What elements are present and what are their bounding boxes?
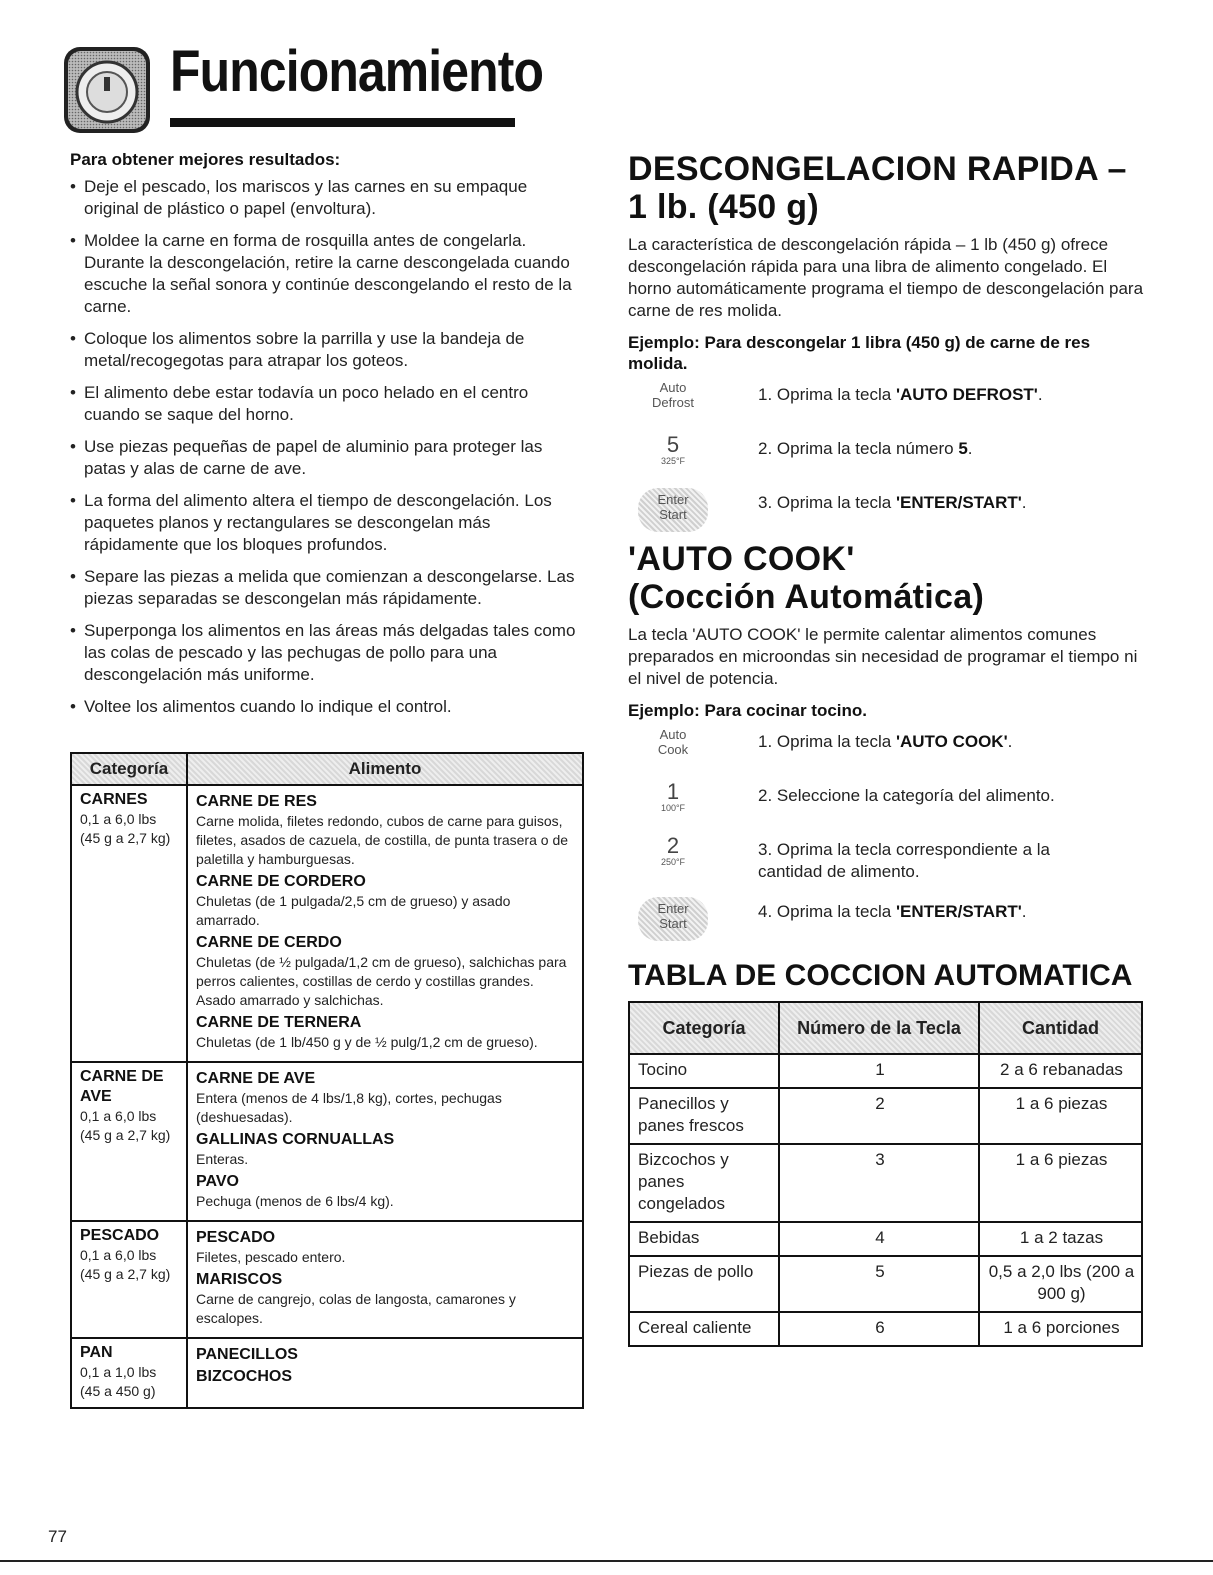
food-desc: Pechuga (menos de 6 lbs/4 kg). [196,1193,394,1209]
quick-defrost-example: Ejemplo: Para descongelar 1 libra (450 g) de carne de res molida. [628,333,1091,373]
food-name: PESCADO [196,1229,276,1246]
column-header: Alimento [187,753,583,785]
category-range: 0,1 a 6,0 lbs [80,811,157,827]
list-item: • Superponga los alimentos en las áreas más delgadas tales como las colas de pescado y las pechugas de pollo para una descongelación más uniforme. [70,620,585,686]
bottom-rule [0,1560,1213,1562]
title-underline [170,118,515,127]
table-cell: 1 a 2 tazas [979,1222,1142,1256]
step-item [628,488,1148,536]
key-label: Auto [659,727,687,742]
table-cell: 1 a 6 porciones [979,1312,1142,1346]
food-name: CARNE DE TERNERA [196,1014,362,1031]
enter-start-key-icon [638,488,708,532]
key-label: Enter [657,492,689,507]
food-name: MARISCOS [196,1271,283,1288]
table-header-row [629,1002,1142,1054]
table-cell: 3 [779,1144,979,1222]
category-name: PAN [80,1344,113,1361]
auto-cook-subtitle: (Cocción Automática) [628,578,985,616]
food-cell [187,1221,583,1338]
table-row [629,1088,1142,1144]
list-item: • Coloque los alimentos sobre la parrilla y use la bandeja de metal/recogegotas para atrapar los goteos. [70,328,585,372]
column-header: Cantidad [979,1002,1142,1054]
step-key-name: 'AUTO COOK' [895,732,1008,751]
table-row [629,1312,1142,1346]
list-item: • El alimento debe estar todavía un poco helado en el centro cuando se saque del horno. [70,382,585,426]
food-desc: Carne molida, filetes redondo, cubos de carne para guisos, filetes, asados de cazuela, de costilla, de punta trasera o de paletilla y hamburguesas. [196,813,569,867]
food-cell [187,1338,583,1408]
quick-defrost-title: DESCONGELACION RAPIDA – [628,150,1127,188]
table-cell: Panecillos y panes frescos [629,1088,779,1144]
step-text-part: 3. Oprima la tecla [758,493,896,512]
step-key-name: 'ENTER/START' [895,902,1022,921]
food-desc: Enteras. [196,1151,249,1167]
table-cell: Bebidas [629,1222,779,1256]
key-label: Start [659,916,687,931]
table-cell: Cereal caliente [629,1312,779,1346]
key-label: 250°F [660,857,686,867]
food-cell [187,1062,583,1221]
table-cell: Bizcochos y panes congelados [629,1144,779,1222]
step-text-part: . [1021,493,1027,512]
food-desc: Chuletas (de 1 lb/450 g y de ½ pulg/1,2 cm de grueso). [196,1034,538,1050]
step-item [628,835,1148,891]
category-cell [71,1062,187,1221]
table-cell: 0,5 a 2,0 lbs (200 a 900 g) [979,1256,1142,1312]
tips-heading: Para obtener mejores resultados: [70,150,341,169]
category-range: 0,1 a 6,0 lbs [80,1108,157,1124]
microwave-dial-icon [62,45,152,135]
food-name: CARNE DE CERDO [196,934,342,951]
tips-list [70,176,585,718]
category-name: CARNES [80,791,148,808]
auto-cook-title: 'AUTO COOK' [628,540,855,578]
table-row [71,1338,583,1408]
step-text-part: 3. Oprima la tecla correspondiente a la cantidad de alimento. [758,840,1050,881]
list-item: • La forma del alimento altera el tiempo de descongelación. Los paquetes planos y rectangulares se descongelan más rápidamente que los bloques profundos. [70,490,585,556]
category-cell [71,785,187,1062]
number-1-key-icon [628,781,718,825]
category-name: PESCADO [80,1227,160,1244]
table-row [629,1144,1142,1222]
table-cell: 2 [779,1088,979,1144]
column-header: Número de la Tecla [779,1002,979,1054]
key-label: Defrost [652,395,694,410]
auto-cook-table [628,1001,1143,1347]
step-text-part: . [967,439,973,458]
food-desc: Carne de cangrejo, colas de langosta, camarones y escalopes. [196,1291,516,1326]
step-text [758,384,1043,406]
number-2-key-icon [628,835,718,879]
quick-defrost-description: La característica de descongelación rápida – 1 lb (450 g) ofrece descongelación rápida para una libra de alimento congelado. El horno automáticamente programa el tiempo de descongelación para carne de res molida. [628,235,1144,320]
step-key-name: 'AUTO DEFROST' [895,385,1038,404]
table-cell: 1 a 6 piezas [979,1088,1142,1144]
step-text [758,839,1098,883]
category-range: (45 g a 2,7 kg) [80,1266,171,1282]
key-label: 5 [666,432,680,457]
page-title: Funcionamiento [170,39,544,104]
table-cell: Tocino [629,1054,779,1088]
cook-table-title: TABLA DE COCCION AUTOMATICA [628,959,1133,992]
step-item [628,897,1148,945]
category-range: 0,1 a 1,0 lbs [80,1364,157,1380]
column-header: Categoría [71,753,187,785]
defrost-category-table [70,752,584,1409]
food-desc: Filetes, pescado entero. [196,1249,346,1265]
category-range: (45 g a 2,7 kg) [80,830,171,846]
table-row [71,785,583,1062]
food-cell [187,785,583,1062]
step-text [758,492,1027,514]
key-label: 325°F [660,456,686,466]
key-label: 100°F [660,803,686,813]
step-text [758,438,973,460]
table-cell: 6 [779,1312,979,1346]
step-text-part: . [1021,902,1027,921]
step-text [758,785,1055,807]
step-item [628,727,1148,775]
auto-cook-description: La tecla 'AUTO COOK' le permite calentar alimentos comunes preparados en microondas sin necesidad de programar el tiempo ni el nivel de potencia. [628,625,1138,688]
table-row [71,1221,583,1338]
step-text [758,731,1012,753]
table-cell: 1 a 6 piezas [979,1144,1142,1222]
table-row [629,1054,1142,1088]
food-desc: Entera (menos de 4 lbs/1,8 kg), cortes, pechugas (deshuesadas). [196,1090,502,1125]
step-key-name: 'ENTER/START' [895,493,1022,512]
food-name: BIZCOCHOS [196,1368,292,1385]
step-text-part: . [1037,385,1043,404]
enter-start-key-icon [638,897,708,941]
step-text-part: 1. Oprima la tecla [758,385,896,404]
table-cell: 1 [779,1054,979,1088]
table-cell: Piezas de pollo [629,1256,779,1312]
step-key-name: 5 [958,439,968,458]
food-name: CARNE DE RES [196,793,317,810]
auto-cook-key-icon [628,727,718,771]
category-range: (45 g a 2,7 kg) [80,1127,171,1143]
right-column [628,150,1148,1347]
category-cell [71,1338,187,1408]
key-label: 2 [666,833,680,858]
key-label: Auto [659,380,687,395]
auto-defrost-key-icon [628,380,718,424]
quick-defrost-title-line2: 1 lb. (450 g) [628,188,819,226]
tips-section [70,150,585,728]
key-label: Cook [657,742,689,757]
food-name: PANECILLOS [196,1346,298,1363]
step-text-part: 2. Seleccione la categoría del alimento. [758,786,1055,805]
page-number: 77 [48,1527,67,1546]
table-row [629,1256,1142,1312]
list-item: • Deje el pescado, los mariscos y las carnes en su empaque original de plástico o papel (envoltura). [70,176,585,220]
food-name: CARNE DE AVE [196,1070,316,1087]
food-name: PAVO [196,1173,239,1190]
list-item: • Separe las piezas a melida que comienzan a descongelarse. Las piezas separadas se descongelan más rápidamente. [70,566,585,610]
auto-cook-example: Ejemplo: Para cocinar tocino. [628,701,868,720]
category-name: CARNE DE AVE [80,1068,164,1105]
category-cell [71,1221,187,1338]
step-text-part: 2. Oprima la tecla número [758,439,959,458]
food-name: GALLINAS CORNUALLAS [196,1131,395,1148]
number-5-key-icon [628,434,718,478]
step-item [628,781,1148,829]
column-header: Categoría [629,1002,779,1054]
food-name: CARNE DE CORDERO [196,873,366,890]
step-text-part: 4. Oprima la tecla [758,902,896,921]
table-row [71,1062,583,1221]
step-item [628,434,1148,482]
category-range: (45 a 450 g) [80,1383,156,1399]
list-item: • Moldee la carne en forma de rosquilla antes de congelarla. Durante la descongelación, retire la carne descongelada cuando escuche la señal sonora y continúe descongelando el resto de la carne. [70,230,585,318]
food-desc: Chuletas (de ½ pulgada/1,2 cm de grueso), salchichas para perros calientes, costillas de cerdo y costillas grandes. Asado amarrado y salchichas. [196,954,567,1008]
step-text-part: 1. Oprima la tecla [758,732,896,751]
step-text-part: . [1007,732,1013,751]
table-cell: 2 a 6 rebanadas [979,1054,1142,1088]
step-item [628,380,1148,428]
category-range: 0,1 a 6,0 lbs [80,1247,157,1263]
step-text [758,901,1027,923]
table-row [629,1222,1142,1256]
key-label: Start [659,507,687,522]
table-cell: 5 [779,1256,979,1312]
list-item: • Voltee los alimentos cuando lo indique el control. [70,696,585,718]
key-label: Enter [657,901,689,916]
table-header-row [71,753,583,785]
list-item: • Use piezas pequeñas de papel de aluminio para proteger las patas y alas de carne de ave. [70,436,585,480]
table-cell: 4 [779,1222,979,1256]
food-desc: Chuletas (de 1 pulgada/2,5 cm de grueso) y asado amarrado. [196,893,511,928]
key-label: 1 [666,779,680,804]
